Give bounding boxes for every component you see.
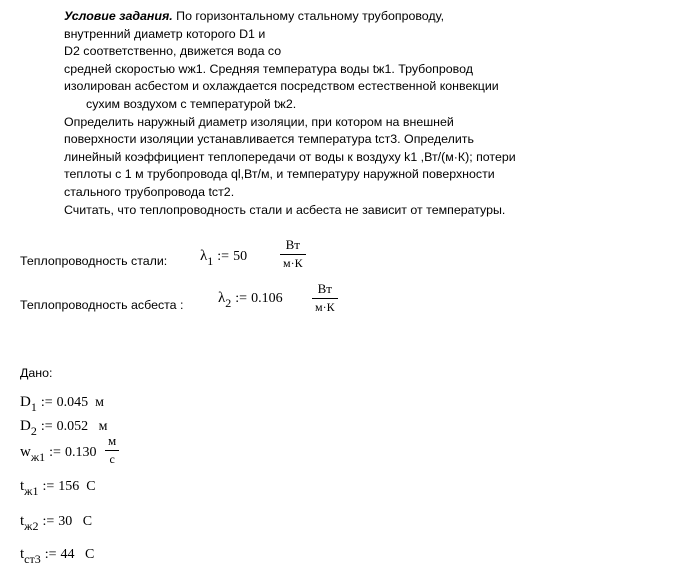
given-value: 156 — [58, 479, 80, 494]
given-item-tst3: tст3 := 44 C — [20, 546, 95, 566]
unit-numerator: м — [108, 433, 117, 448]
steel-conductivity-label: Теплопроводность стали: — [20, 254, 168, 268]
task-line-8: поверхности изоляции устанавливается температура tст3. Определить — [64, 132, 474, 147]
task-line-2: внутренний диаметр которого D1 и — [64, 26, 266, 41]
asbestos-conductivity-value: 0.106 — [251, 291, 283, 306]
given-item-tzh2: tж2 := 30 C — [20, 513, 93, 533]
steel-unit-fraction — [280, 238, 306, 270]
given-unit: C — [82, 514, 93, 529]
given-value: 0.130 — [64, 445, 97, 460]
task-statement — [64, 8, 554, 219]
task-lead: Условие задания. — [64, 9, 173, 23]
given-value: 0.045 — [56, 395, 89, 410]
velocity-unit-fraction — [105, 434, 119, 466]
task-line-1: Условие задания. По горизонтальному стальному трубопроводу, — [64, 9, 445, 23]
fraction-bar — [105, 450, 119, 451]
unit-numerator: Вт — [285, 237, 300, 252]
fraction-bar — [312, 298, 338, 299]
given-value: 30 — [58, 514, 73, 529]
lambda-symbol: λ — [200, 248, 208, 264]
unit-denominator: с — [109, 452, 115, 466]
task-line-3: D2 соответственно, движется вода со — [64, 44, 282, 59]
lambda-subscript: 1 — [207, 254, 214, 268]
steel-conductivity-value: 50 — [233, 249, 248, 264]
task-line-6: сухим воздухом с температурой tж2. — [86, 96, 297, 111]
given-unit: C — [86, 479, 96, 494]
given-item-tzh1: tж1 := 156 C — [20, 478, 96, 498]
given-unit: м — [98, 419, 108, 434]
given-unit: C — [85, 547, 95, 562]
given-item-w: wж1 := 0.130 — [20, 444, 97, 464]
lambda-symbol: λ — [218, 290, 226, 306]
fraction-bar — [280, 254, 306, 255]
task-line-9: линейный коэффициент теплопередачи от воды к воздуху k1 ,Вт/(м·К); потери — [64, 149, 516, 164]
given-value: 44 — [60, 547, 75, 562]
task-line-4: средней скоростью wж1. Средняя температура воды tж1. Трубопровод — [64, 61, 473, 76]
task-line-11: стального трубопровода tст2. — [64, 184, 235, 199]
task-line-10: теплоты с 1 м трубопровода ql,Вт/м, и температуру наружной поверхности — [64, 167, 495, 182]
asbestos-unit-fraction — [312, 282, 338, 314]
given-unit: м — [95, 395, 104, 410]
unit-numerator: Вт — [317, 281, 332, 296]
task-line-12: Считать, что теплопроводность стали и асбеста не зависит от температуры. — [64, 202, 506, 217]
assign-operator: := — [235, 291, 248, 306]
lambda-subscript: 2 — [225, 296, 232, 310]
steel-conductivity-expr — [200, 248, 248, 268]
assign-operator: := — [217, 249, 230, 264]
given-value: 0.052 — [56, 419, 89, 434]
unit-denominator: м·К — [315, 300, 335, 314]
task-line-7: Определить наружный диаметр изоляции, при котором на внешней — [64, 114, 454, 129]
task-line-5: изолирован асбестом и охлаждается посредством естественной конвекции — [64, 79, 499, 94]
unit-denominator: м·К — [283, 256, 303, 270]
asbestos-conductivity-expr — [218, 290, 283, 310]
given-item-d2: D2 := 0.052 м — [20, 418, 108, 438]
given-title: Дано: — [20, 366, 53, 380]
given-item-d1: D1 := 0.045 м — [20, 394, 104, 414]
asbestos-conductivity-label: Теплопроводность асбеста : — [20, 298, 184, 312]
